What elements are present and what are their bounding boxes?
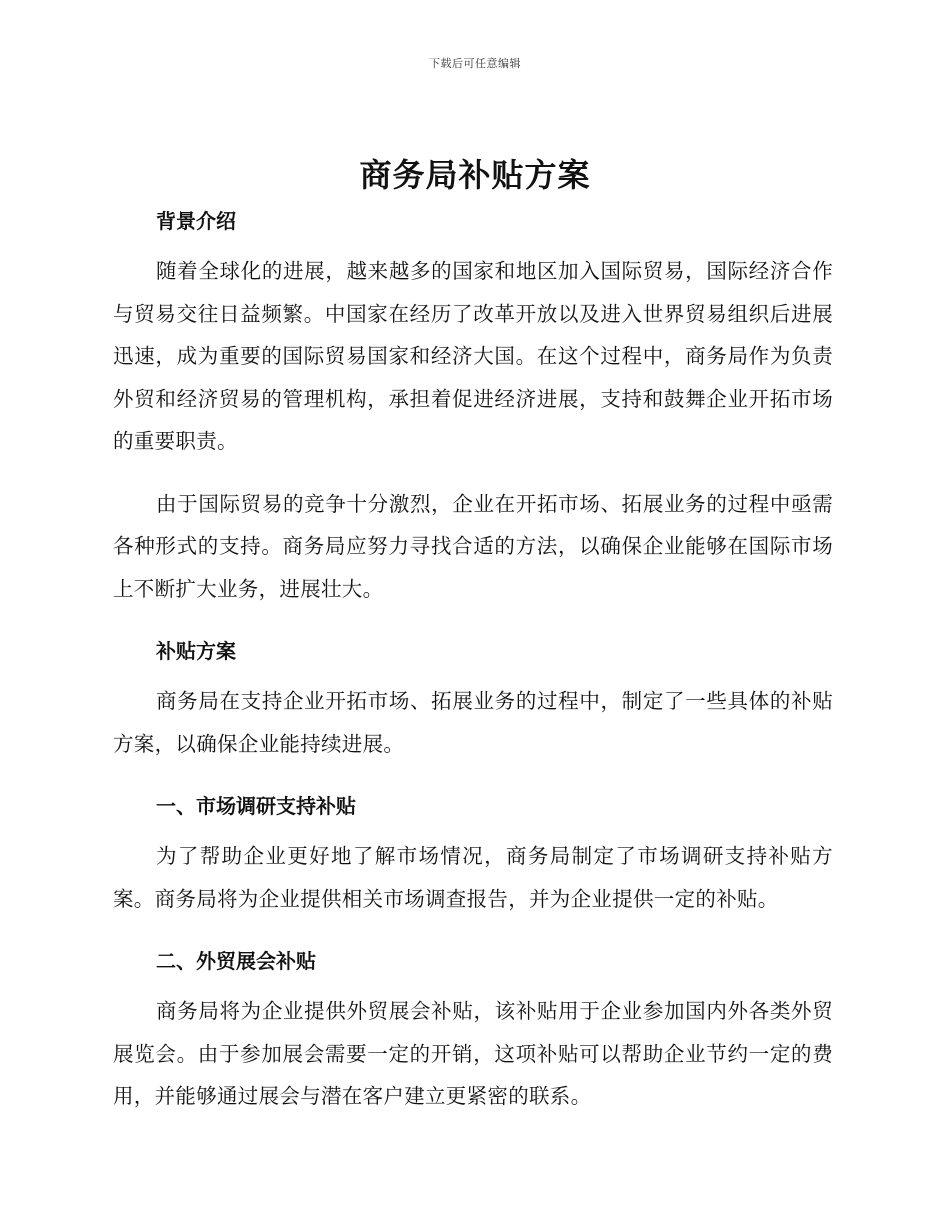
section-heading-item1: 一、市场调研支持补贴 bbox=[156, 794, 356, 818]
paragraph: 商务局将为企业提供外贸展会补贴，该补贴用于企业参加国内外各类外贸展览会。由于参加展会需要一定的开销，这项补贴可以帮助企业节约一定的费用，并能够通过展会与潜在客户建立更紧密的联系。 bbox=[113, 999, 833, 1108]
paragraph: 为了帮助企业更好地了解市场情况，商务局制定了市场调研支持补贴方案。商务局将为企业提供相关市场调查报告，并为企业提供一定的补贴。 bbox=[113, 844, 833, 911]
paragraph: 商务局在支持企业开拓市场、拓展业务的过程中，制定了一些具体的补贴方案，以确保企业能持续进展。 bbox=[113, 689, 833, 756]
paragraph: 随着全球化的进展，越来越多的国家和地区加入国际贸易，国际经济合作与贸易交往日益频繁。中国家在经历了改革开放以及进入世界贸易组织后进展迅速，成为重要的国际贸易国家和经济大国。在这个过程中，商务局作为负责外贸和经济贸易的管理机构，承担着促进经济进展，支持和鼓舞企业开拓市场的重要职责。 bbox=[113, 259, 833, 453]
document-title: 商务局补贴方案 bbox=[359, 156, 591, 194]
section-heading-plan: 补贴方案 bbox=[156, 639, 236, 663]
section-heading-background: 背景介绍 bbox=[156, 209, 236, 233]
header-note: 下载后可任意编辑 bbox=[429, 57, 521, 70]
paragraph: 由于国际贸易的竞争十分激烈，企业在开拓市场、拓展业务的过程中亟需各种形式的支持。商务局应努力寻找合适的方法，以确保企业能够在国际市场上不断扩大业务，进展壮大。 bbox=[113, 491, 833, 601]
document-body bbox=[113, 200, 833, 1118]
section-heading-item2: 二、外贸展会补贴 bbox=[156, 949, 316, 973]
